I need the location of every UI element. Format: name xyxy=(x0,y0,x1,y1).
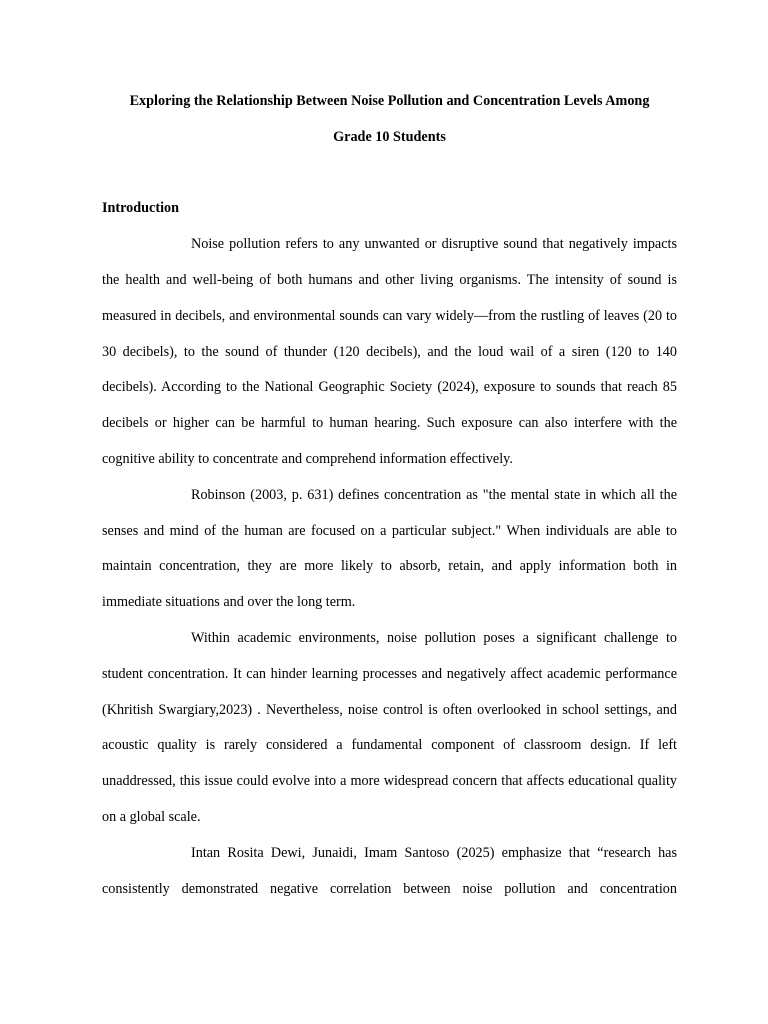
paper-title-line-1: Exploring the Relationship Between Noise Pollution and Concentration Levels Among xyxy=(129,93,650,109)
section-heading-introduction: Introduction xyxy=(102,200,179,217)
paragraph-noise-pollution: Noise pollution refers to any unwanted or disruptive sound that negatively impacts the health and well-being of both humans and other living organisms. The intensity of sound is measured in decibels, and environmental sounds can vary widely—from the rustling of leaves (20 to 30 decibels), to the sound of thunder (120 decibels), and the loud wail of a siren (120 to 140 decibels). According to the National Geographic Society (2024), exposure to sounds that reach 85 decibels or higher can be harmful to human hearing. Such exposure can also interfere with the cognitive ability to concentrate and comprehend information effectively. xyxy=(102,236,677,467)
paragraph-academic-environments: Within academic environments, noise pollution poses a significant challenge to student concentration. It can hinder learning processes and negatively affect academic performance (Khritish Swargiary,2023) . Nevertheless, noise control is often overlooked in school settings, and acoustic quality is rarely considered a fundamental component of classroom design. If left unaddressed, this issue could evolve into a more widespread concern that affects educational quality on a global scale. xyxy=(102,629,677,825)
paper-title-line-2: Grade 10 Students xyxy=(333,128,446,145)
document-page xyxy=(102,84,677,907)
paragraph-concentration-definition: Robinson (2003, p. 631) defines concentration as "the mental state in which all the senses and mind of the human are focused on a particular subject." When individuals are able to maintain concentration, they are more likely to absorb, retain, and apply information both in immediate situations and over the long term. xyxy=(102,486,677,611)
paragraph-research-correlation: Intan Rosita Dewi, Junaidi, Imam Santoso (2025) emphasize that “research has consistently demonstrated negative correlation between noise pollution and concentration xyxy=(102,844,677,897)
